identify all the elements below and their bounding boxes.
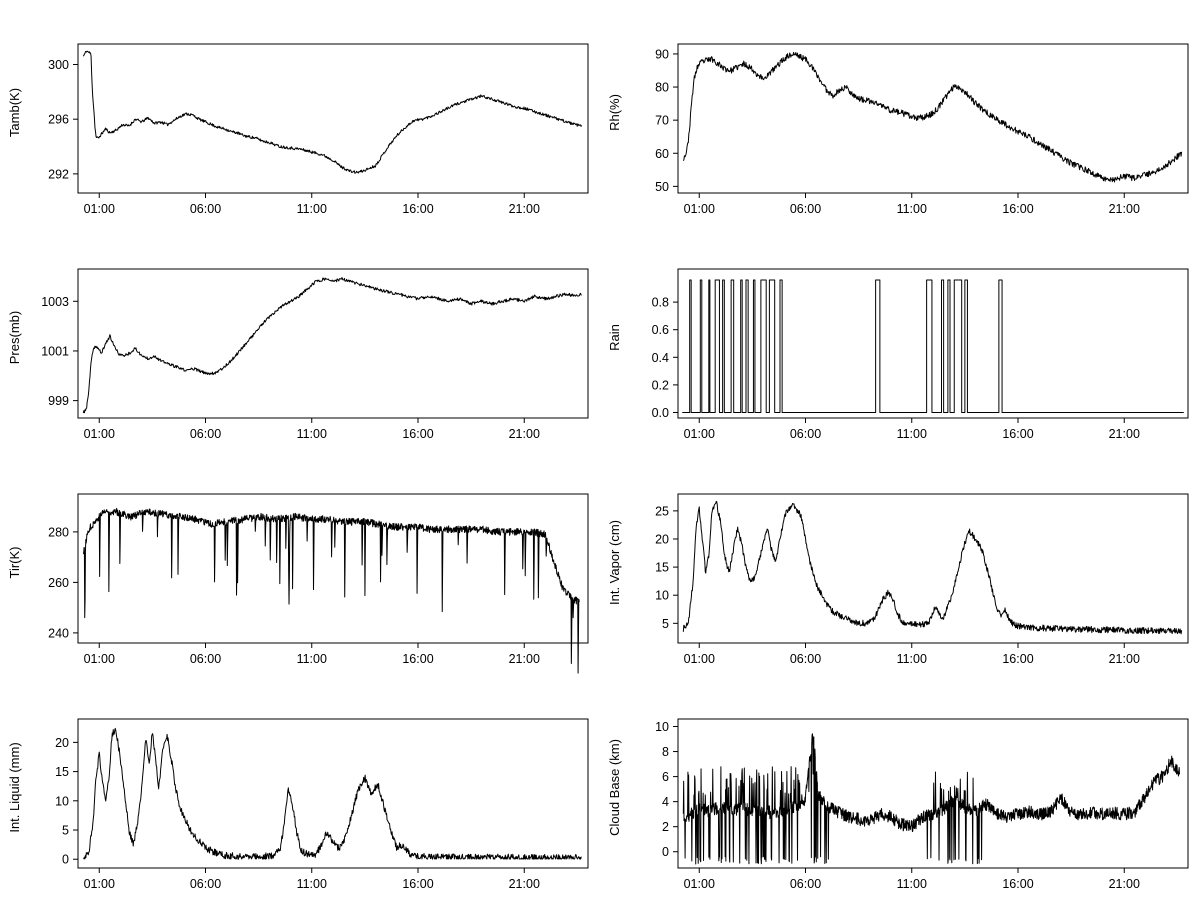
svg-text:10: 10: [655, 720, 669, 735]
panel-tir-plot: [0, 450, 600, 675]
panel-rain: [600, 225, 1200, 450]
svg-text:01:00: 01:00: [83, 652, 115, 666]
panel-pres-ylabel: Pres(mb): [7, 310, 22, 365]
panel-int-liquid: [0, 675, 600, 900]
svg-text:25: 25: [655, 504, 669, 519]
svg-text:5: 5: [62, 823, 69, 838]
panel-int-vapor-plot: [600, 450, 1200, 675]
svg-text:11:00: 11:00: [296, 652, 327, 666]
svg-text:11:00: 11:00: [896, 202, 927, 216]
svg-text:21:00: 21:00: [508, 877, 540, 891]
svg-text:06:00: 06:00: [789, 202, 822, 216]
svg-text:0: 0: [662, 845, 669, 860]
panel-rh-plot: [600, 0, 1200, 225]
svg-text:16:00: 16:00: [1002, 652, 1034, 666]
svg-text:20: 20: [55, 735, 69, 750]
svg-text:5: 5: [662, 616, 669, 631]
svg-text:10: 10: [55, 794, 69, 809]
svg-text:11:00: 11:00: [296, 427, 327, 441]
svg-text:60: 60: [655, 146, 669, 161]
panel-rain-ylabel: Rain: [607, 324, 622, 351]
svg-text:06:00: 06:00: [789, 427, 822, 441]
svg-text:01:00: 01:00: [83, 427, 115, 441]
svg-text:240: 240: [48, 626, 69, 641]
panel-pres-plot: [0, 225, 600, 450]
panel-tir-ylabel: Tir(K): [7, 546, 22, 579]
svg-text:296: 296: [48, 112, 69, 127]
svg-text:16:00: 16:00: [1002, 877, 1034, 891]
svg-text:21:00: 21:00: [508, 202, 540, 216]
panel-int-liquid-ylabel: Int. Liquid (mm): [7, 742, 22, 833]
panel-pres: [0, 225, 600, 450]
svg-text:0.0: 0.0: [651, 405, 669, 420]
svg-text:01:00: 01:00: [683, 427, 715, 441]
svg-text:16:00: 16:00: [402, 427, 434, 441]
svg-text:80: 80: [655, 80, 669, 95]
svg-text:21:00: 21:00: [1108, 202, 1140, 216]
svg-text:1003: 1003: [41, 294, 69, 309]
svg-text:01:00: 01:00: [683, 877, 715, 891]
svg-text:01:00: 01:00: [683, 652, 715, 666]
svg-text:11:00: 11:00: [296, 202, 327, 216]
panel-cloud-base: [600, 675, 1200, 900]
svg-text:2: 2: [662, 820, 669, 835]
svg-text:16:00: 16:00: [1002, 427, 1034, 441]
panel-int-vapor-ylabel: Int. Vapor (cm): [607, 520, 622, 606]
svg-text:300: 300: [48, 58, 69, 73]
svg-text:0: 0: [62, 852, 69, 867]
svg-text:01:00: 01:00: [83, 877, 115, 891]
svg-text:10: 10: [655, 588, 669, 603]
svg-text:21:00: 21:00: [1108, 427, 1140, 441]
svg-text:0.2: 0.2: [651, 378, 669, 393]
svg-text:11:00: 11:00: [296, 877, 327, 891]
panel-cloud-base-plot: [600, 675, 1200, 900]
svg-text:16:00: 16:00: [402, 652, 434, 666]
svg-text:50: 50: [655, 179, 669, 194]
panel-tamb-ylabel: Tamb(K): [7, 87, 22, 138]
svg-text:1001: 1001: [41, 344, 69, 359]
svg-text:21:00: 21:00: [508, 427, 540, 441]
svg-text:292: 292: [48, 167, 69, 182]
svg-text:0.6: 0.6: [651, 323, 669, 338]
svg-text:06:00: 06:00: [189, 202, 222, 216]
svg-text:16:00: 16:00: [402, 877, 434, 891]
svg-text:999: 999: [48, 394, 69, 409]
svg-text:6: 6: [662, 770, 669, 785]
svg-text:16:00: 16:00: [1002, 202, 1034, 216]
panel-rh: [600, 0, 1200, 225]
svg-text:21:00: 21:00: [1108, 652, 1140, 666]
svg-text:06:00: 06:00: [189, 427, 222, 441]
panel-int-vapor: [600, 450, 1200, 675]
svg-text:16:00: 16:00: [402, 202, 434, 216]
panel-tamb-plot: [0, 0, 600, 225]
svg-text:20: 20: [655, 532, 669, 547]
svg-text:8: 8: [662, 745, 669, 760]
panel-int-liquid-plot: [0, 675, 600, 900]
svg-text:4: 4: [662, 795, 669, 810]
svg-text:21:00: 21:00: [508, 652, 540, 666]
svg-text:0.4: 0.4: [651, 350, 669, 365]
svg-text:260: 260: [48, 575, 69, 590]
svg-text:11:00: 11:00: [896, 877, 927, 891]
svg-text:0.8: 0.8: [651, 295, 669, 310]
panel-tir: [0, 450, 600, 675]
svg-text:15: 15: [655, 560, 669, 575]
svg-text:06:00: 06:00: [189, 877, 222, 891]
panel-rain-plot: [600, 225, 1200, 450]
panel-rh-ylabel: Rh(%): [607, 94, 622, 131]
panel-tamb: [0, 0, 600, 225]
panel-cloud-base-ylabel: Cloud Base (km): [607, 739, 622, 836]
svg-text:90: 90: [655, 47, 669, 62]
svg-text:70: 70: [655, 113, 669, 128]
svg-text:11:00: 11:00: [896, 652, 927, 666]
svg-text:280: 280: [48, 525, 69, 540]
svg-text:11:00: 11:00: [896, 427, 927, 441]
svg-text:06:00: 06:00: [789, 877, 822, 891]
svg-text:06:00: 06:00: [789, 652, 822, 666]
svg-text:21:00: 21:00: [1108, 877, 1140, 891]
svg-text:01:00: 01:00: [83, 202, 115, 216]
svg-text:15: 15: [55, 765, 69, 780]
svg-text:01:00: 01:00: [683, 202, 715, 216]
svg-text:06:00: 06:00: [189, 652, 222, 666]
